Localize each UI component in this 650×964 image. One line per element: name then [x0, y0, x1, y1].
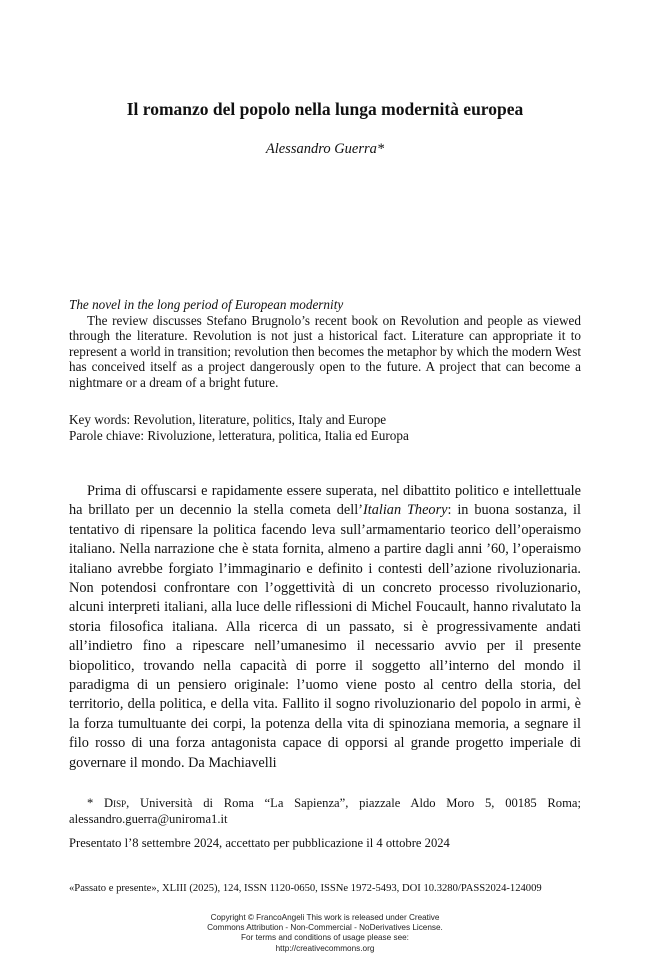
footnote-marker: *	[87, 796, 105, 810]
license-notice	[170, 913, 480, 954]
footnote	[69, 796, 581, 827]
body-text-part2: : in buona sostanza, il tentativo di ripensare la politica facendo leva sull’armamentario teorico dell’operaismo italiano. Nella narrazione che è stata fornita, almeno a partire dagli anni ’60, l’operaismo italiano avrebbe forgiato l’immaginario e definito i contesti dell’azione rivoluzionaria. Non potendosi confrontare con l’oggettività di un concreto processo rivoluzionario, alcuni interpreti italiani, alla luce delle riflessioni di Michel Foucault, hanno rivalutato la storia filosofica italiana. Alla ricerca di un passato, si è progressivamente andati all’indietro fino a ripescare nell’umanesimo il necessario avvio per il presente biopolitico, trovando nella capacità di porre il soggetto all’interno del mondo il paradigma di un pensiero originale: l’uomo viene posto al centro della storia, del territorio, della politica, e della vita. Fallito il sogno rivoluzionario del popolo in armi, è la forza tumultuante dei corpi, la potenza della vita di spinoziana memoria, a segnare il filo rosso di una forza antagonista capace di opporsi al grande progetto imperiale di governare il mondo. Da Machiavelli	[69, 502, 581, 771]
keywords	[69, 412, 581, 443]
body-italic-term: Italian Theory	[362, 502, 448, 519]
license-link[interactable]: http://creativecommons.org	[275, 943, 375, 953]
keywords-english: Key words: Revolution, literature, politics, Italy and Europe	[69, 412, 387, 427]
abstract	[69, 297, 581, 390]
body-paragraph	[69, 482, 581, 773]
license-line-2: Commons Attribution - Non-Commercial - NoDerivatives License.	[207, 923, 443, 933]
abstract-body: The review discusses Stefano Brugnolo’s recent book on Revolution and people as viewed through the literature. Revolution is not just a historical fact. Literature can appropriate it to represent a world in transition; revolution then becomes the metaphor by which the modern West has conceived itself as a project dangerously open to the future. A project that can become a nightmare or a dream of a bright future.	[69, 312, 581, 390]
author-name: Alessandro Guerra*	[265, 141, 385, 157]
license-line-1: Copyright © FrancoAngeli This work is released under Creative	[210, 913, 440, 922]
footnote-department: Disp	[104, 796, 127, 810]
license-line-3: For terms and conditions of usage please see:	[241, 933, 409, 943]
abstract-title: The novel in the long period of European modernity	[69, 297, 344, 312]
journal-citation: «Passato e presente», XLIII (2025), 124, ISSN 1120-0650, ISSNe 1972-5493, DOI 10.3280/PASS2024-124009	[69, 883, 542, 894]
keywords-italian: Parole chiave: Rivoluzione, letteratura, politica, Italia ed Europa	[69, 427, 409, 443]
footnote-text: , Università di Roma “La Sapienza”, piazzale Aldo Moro 5, 00185 Roma; alessandro.guerra@uniroma1.it	[69, 796, 581, 826]
body-text-part1: Prima di offuscarsi e rapidamente essere superata, nel dibattito politico e intellettuale ha brillato per un decennio la stella cometa dell’	[69, 483, 581, 519]
article-title: Il romanzo del popolo nella lunga modernità europea	[126, 99, 524, 119]
submission-dates: Presentato l’8 settembre 2024, accettato per pubblicazione il 4 ottobre 2024	[69, 836, 450, 850]
